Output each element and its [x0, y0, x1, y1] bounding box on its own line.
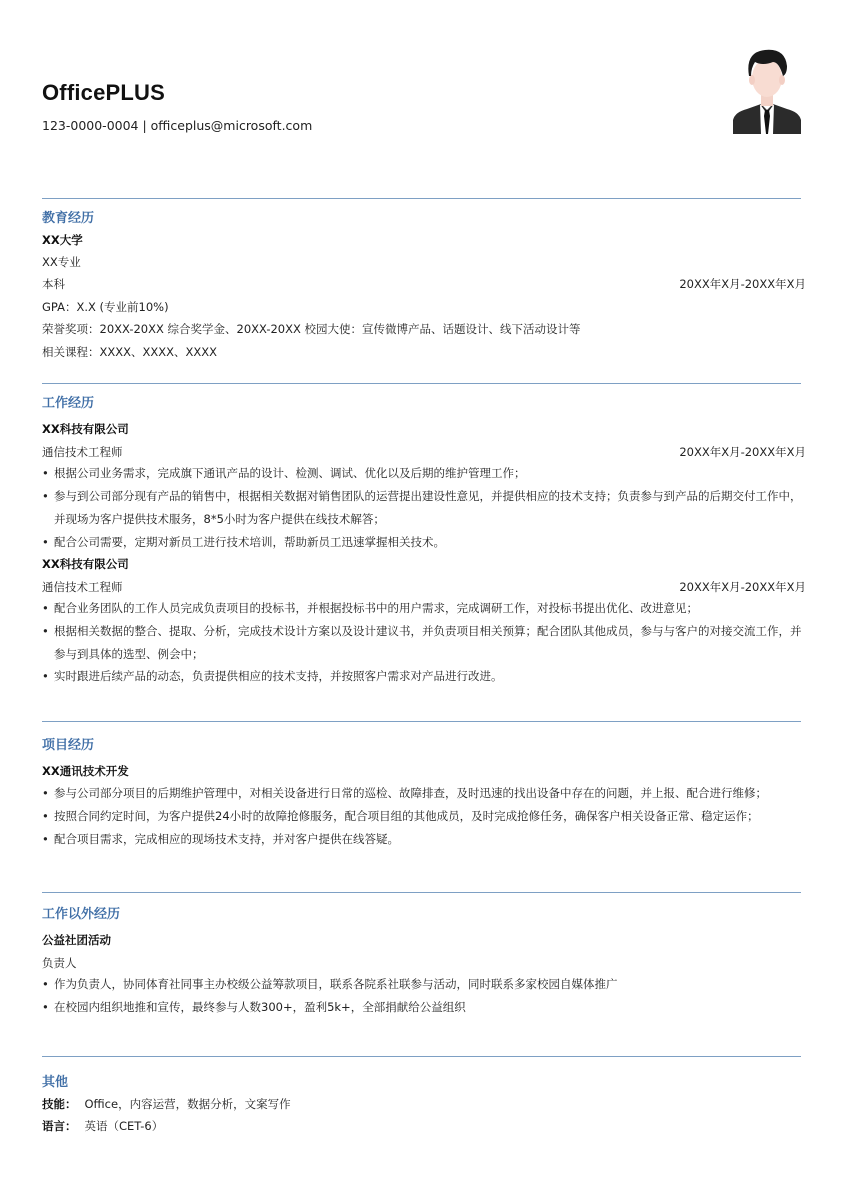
- degree: 本科: [42, 277, 65, 291]
- skills-row: [42, 1096, 291, 1112]
- project-name: XX通讯技术开发: [42, 764, 129, 778]
- language-row: [42, 1118, 163, 1134]
- skills-value: Office，内容运营，数据分析，文案写作: [84, 1097, 291, 1111]
- section-title-work: 工作经历: [42, 396, 95, 411]
- list-item: • 配合业务团队的工作人员完成负责项目的投标书，并根据投标书中的用户需求，完成调研工作，对投标书提出优化、改进意见；: [42, 601, 698, 615]
- section-title-extra: 工作以外经历: [42, 907, 121, 922]
- list-item: • 作为负责人，协同体育社同事主办校级公益筹款项目，联系各院系社联参与活动，同时联系多家校园自媒体推广: [42, 977, 618, 991]
- job-date: 20XX年X月-20XX年X月: [679, 580, 806, 594]
- gpa: GPA：X.X (专业前10%): [42, 300, 169, 314]
- activity-name: 公益社团活动: [42, 933, 111, 947]
- school-name: XX大学: [42, 233, 83, 247]
- section-divider: [42, 383, 801, 384]
- language-label: 语言：: [42, 1119, 77, 1133]
- section-divider: [42, 721, 801, 722]
- honors: 荣誉奖项：20XX-20XX 综合奖学金、20XX-20XX 校园大使：宣传微博产品、话题设计、线下活动设计等: [42, 322, 581, 336]
- language-value: 英语（CET-6）: [84, 1119, 164, 1133]
- list-item: • 按照合同约定时间，为客户提供24小时的故障抢修服务，配合项目组的其他成员，及时完成抢修任务，确保客户相关设备正常、稳定运作；: [42, 809, 759, 823]
- list-item: • 参与公司部分项目的后期维护管理中，对相关设备进行日常的巡检、故障排查，及时迅速的找出设备中存在的问题，并上报、配合进行维修；: [42, 786, 767, 800]
- section-title-education: 教育经历: [42, 211, 95, 226]
- job-date: 20XX年X月-20XX年X月: [679, 445, 806, 459]
- job-role: 通信技术工程师: [42, 580, 123, 594]
- list-item: • 参与到公司部分现有产品的销售中，根据相关数据对销售团队的运营提出建设性意见，并提供相应的技术支持；负责参与到产品的后期交付工作中，并现场为客户提供技术服务，8*5小时为客户提供在线技术解答；: [42, 489, 802, 526]
- section-divider: [42, 198, 801, 199]
- job-role: 通信技术工程师: [42, 445, 123, 459]
- candidate-name: OfficePLUS: [42, 80, 166, 105]
- section-divider: [42, 1056, 801, 1057]
- education-date: 20XX年X月-20XX年X月: [679, 277, 806, 291]
- section-divider: [42, 892, 801, 893]
- list-item: • 根据相关数据的整合、提取、分析，完成技术设计方案以及设计建议书，并负责项目相关预算；配合团队其他成员，参与与客户的对接交流工作，并参与到具体的选型、例会中；: [42, 624, 802, 661]
- avatar-icon: [733, 44, 801, 134]
- section-title-project: 项目经历: [42, 738, 95, 753]
- job-company: XX科技有限公司: [42, 422, 129, 436]
- job-company: XX科技有限公司: [42, 557, 129, 571]
- activity-role: 负责人: [42, 956, 77, 970]
- list-item: • 在校园内组织地推和宣传，最终参与人数300+，盈利5k+，全部捐献给公益组织: [42, 1000, 466, 1014]
- list-item: • 根据公司业务需求，完成旗下通讯产品的设计、检测、调试、优化以及后期的维护管理工作；: [42, 466, 526, 480]
- major: XX专业: [42, 255, 81, 269]
- list-item: • 配合公司需要，定期对新员工进行技术培训，帮助新员工迅速掌握相关技术。: [42, 535, 445, 549]
- avatar: [733, 44, 801, 134]
- list-item: • 配合项目需求，完成相应的现场技术支持，并对客户提供在线答疑。: [42, 832, 399, 846]
- contact-info: 123-0000-0004 | officeplus@microsoft.com: [42, 118, 313, 133]
- courses: 相关课程：XXXX、XXXX、XXXX: [42, 345, 218, 359]
- list-item: • 实时跟进后续产品的动态，负责提供相应的技术支持，并按照客户需求对产品进行改进。: [42, 669, 503, 683]
- skills-label: 技能：: [42, 1097, 77, 1111]
- section-title-other: 其他: [42, 1075, 69, 1090]
